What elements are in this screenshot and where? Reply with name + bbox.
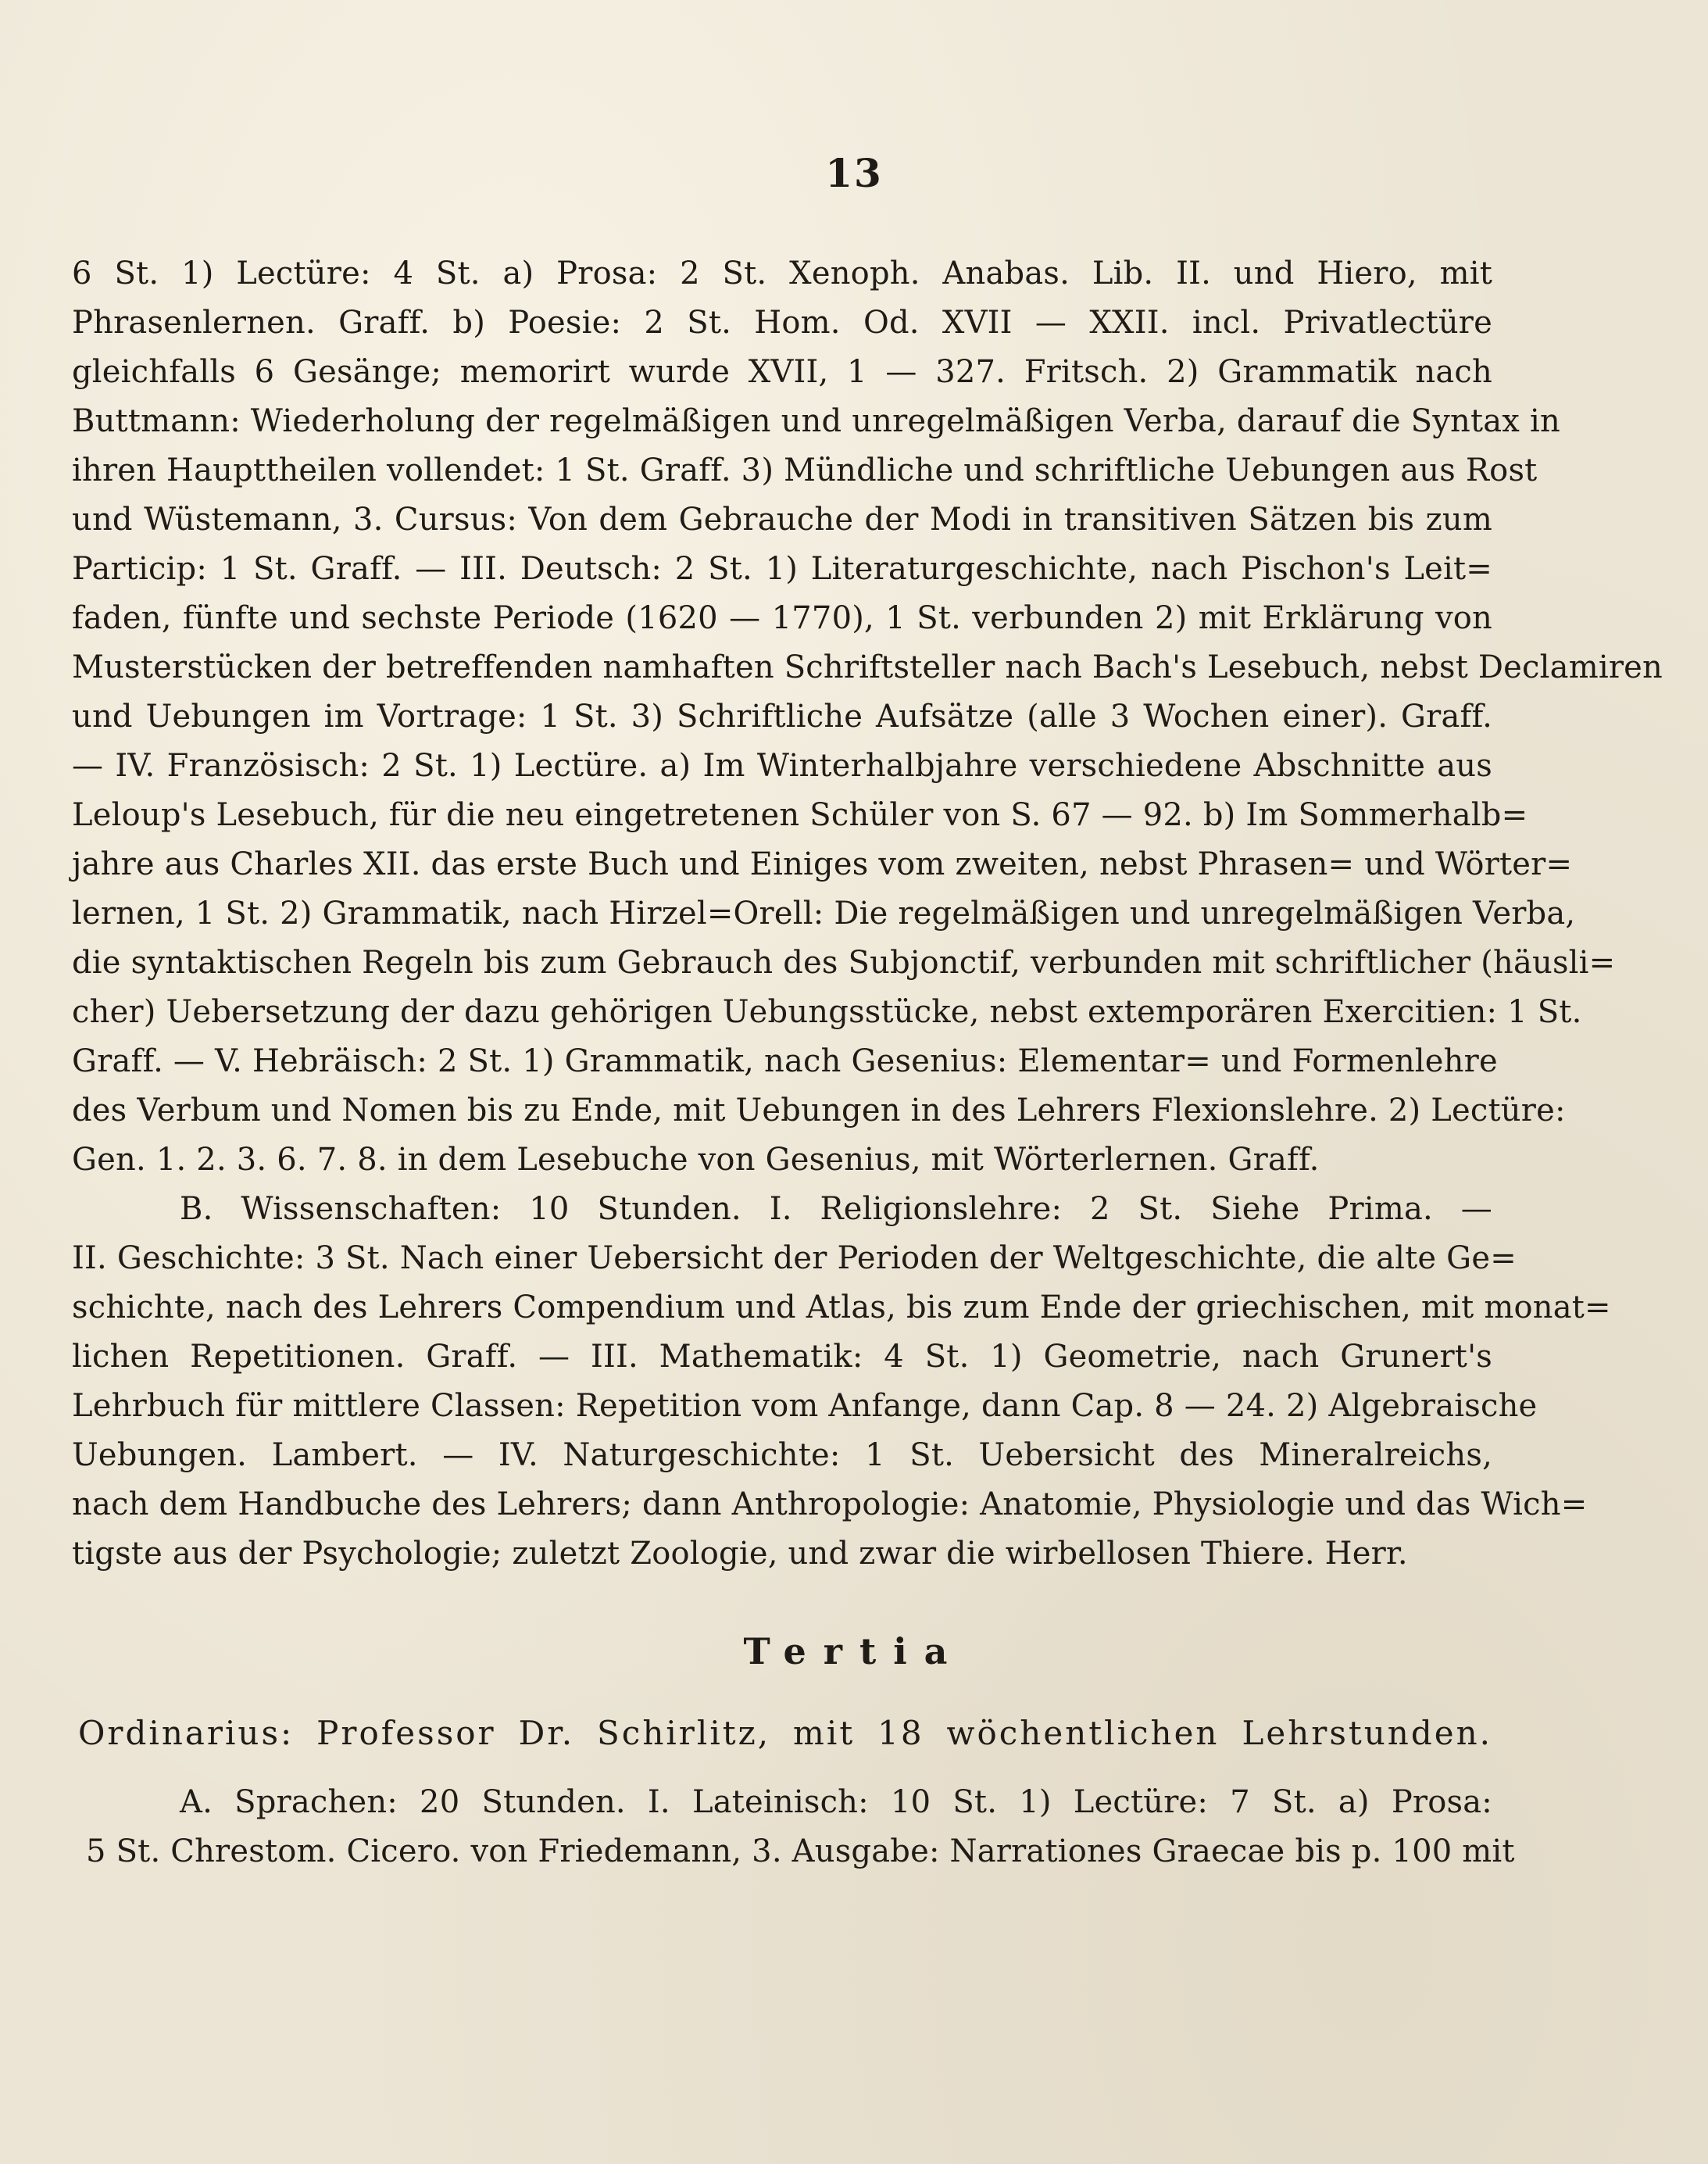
text-line: Particip: 1 St. Graff. — III. Deutsch: 2 St. 1) Literaturgeschichte, nach Pischon's Leit= [72,551,1492,587]
text-line: tigste aus der Psychologie; zuletzt Zoologie, und zwar die wirbellosen Thiere. Herr. [72,1536,1408,1572]
text-line: Leloup's Lesebuch, für die neu eingetretenen Schüler von S. 67 — 92. b) Im Sommerhalb= [72,797,1528,833]
text-line: Graff. — V. Hebräisch: 2 St. 1) Grammatik, nach Gesenius: Elementar= und Formenlehre [72,1043,1498,1079]
page-number: 13 [825,150,883,196]
text-line: und Uebungen im Vortrage: 1 St. 3) Schriftliche Aufsätze (alle 3 Wochen einer). Graff. [72,699,1492,735]
text-line: und Wüstemann, 3. Cursus: Von dem Gebrauche der Modi in transitiven Sätzen bis zum [72,502,1492,538]
text-line: des Verbum und Nomen bis zu Ende, mit Uebungen in des Lehrers Flexionslehre. 2) Lectüre: [72,1093,1566,1128]
text-line: A. Sprachen: 20 Stunden. I. Lateinisch: 10 St. 1) Lectüre: 7 St. a) Prosa: [180,1784,1492,1820]
text-line: gleichfalls 6 Gesänge; memorirt wurde XVII, 1 — 327. Fritsch. 2) Grammatik nach [72,354,1492,390]
text-line: lichen Repetitionen. Graff. — III. Mathematik: 4 St. 1) Geometrie, nach Grunert's [72,1339,1492,1375]
text-line: schichte, nach des Lehrers Compendium und Atlas, bis zum Ende der griechischen, mit monat= [72,1289,1611,1325]
text-line: II. Geschichte: 3 St. Nach einer Uebersicht der Perioden der Weltgeschichte, die alte Ge= [72,1240,1517,1276]
text-line: Buttmann: Wiederholung der regelmäßigen und unregelmäßigen Verba, darauf die Syntax in [72,403,1560,439]
text-line: lernen, 1 St. 2) Grammatik, nach Hirzel=Orell: Die regelmäßigen und unregelmäßigen Verba, [72,896,1576,932]
text-line: nach dem Handbuche des Lehrers; dann Anthropologie: Anatomie, Physiologie und das Wich= [72,1486,1588,1522]
text-line: Phrasenlernen. Graff. b) Poesie: 2 St. Hom. Od. XVII — XXII. incl. Privatlectüre [72,305,1492,341]
section-heading-tertia: Tertia [743,1630,965,1672]
text-line: Gen. 1. 2. 3. 6. 7. 8. in dem Lesebuche von Gesenius, mit Wörterlernen. Graff. [72,1142,1320,1178]
text-line: die syntaktischen Regeln bis zum Gebrauch des Subjonctif, verbunden mit schriftlicher (häusli= [72,945,1616,981]
text-line: cher) Uebersetzung der dazu gehörigen Uebungsstücke, nebst extemporären Exercitien: 1 St. [72,994,1582,1030]
text-line: faden, fünfte und sechste Periode (1620 — 1770), 1 St. verbunden 2) mit Erklärung von [72,600,1492,636]
text-line: Lehrbuch für mittlere Classen: Repetition vom Anfange, dann Cap. 8 — 24. 2) Algebraische [72,1388,1538,1424]
text-line: ihren Haupttheilen vollendet: 1 St. Graff. 3) Mündliche und schriftliche Uebungen aus Rost [72,452,1538,488]
text-line: — IV. Französisch: 2 St. 1) Lectüre. a) Im Winterhalbjahre verschiedene Abschnitte aus [72,748,1492,784]
text-line: Musterstücken der betreffenden namhaften Schriftsteller nach Bach's Lesebuch, nebst Declamiren [72,649,1663,685]
text-line: Uebungen. Lambert. — IV. Naturgeschichte: 1 St. Uebersicht des Mineralreichs, [72,1437,1492,1473]
text-line: jahre aus Charles XII. das erste Buch und Einiges vom zweiten, nebst Phrasen= und Wörter= [72,846,1573,882]
ordinarius-line: Ordinarius: Professor Dr. Schirlitz, mit 18 wöchentlichen Lehrstunden. [78,1714,1492,1752]
text-line: B. Wissenschaften: 10 Stunden. I. Religionslehre: 2 St. Siehe Prima. — [180,1191,1492,1227]
text-line: 5 St. Chrestom. Cicero. von Friedemann, 3. Ausgabe: Narrationes Graecae bis p. 100 mit [86,1833,1515,1869]
text-line: 6 St. 1) Lectüre: 4 St. a) Prosa: 2 St. Xenoph. Anabas. Lib. II. und Hiero, mit [72,256,1492,292]
